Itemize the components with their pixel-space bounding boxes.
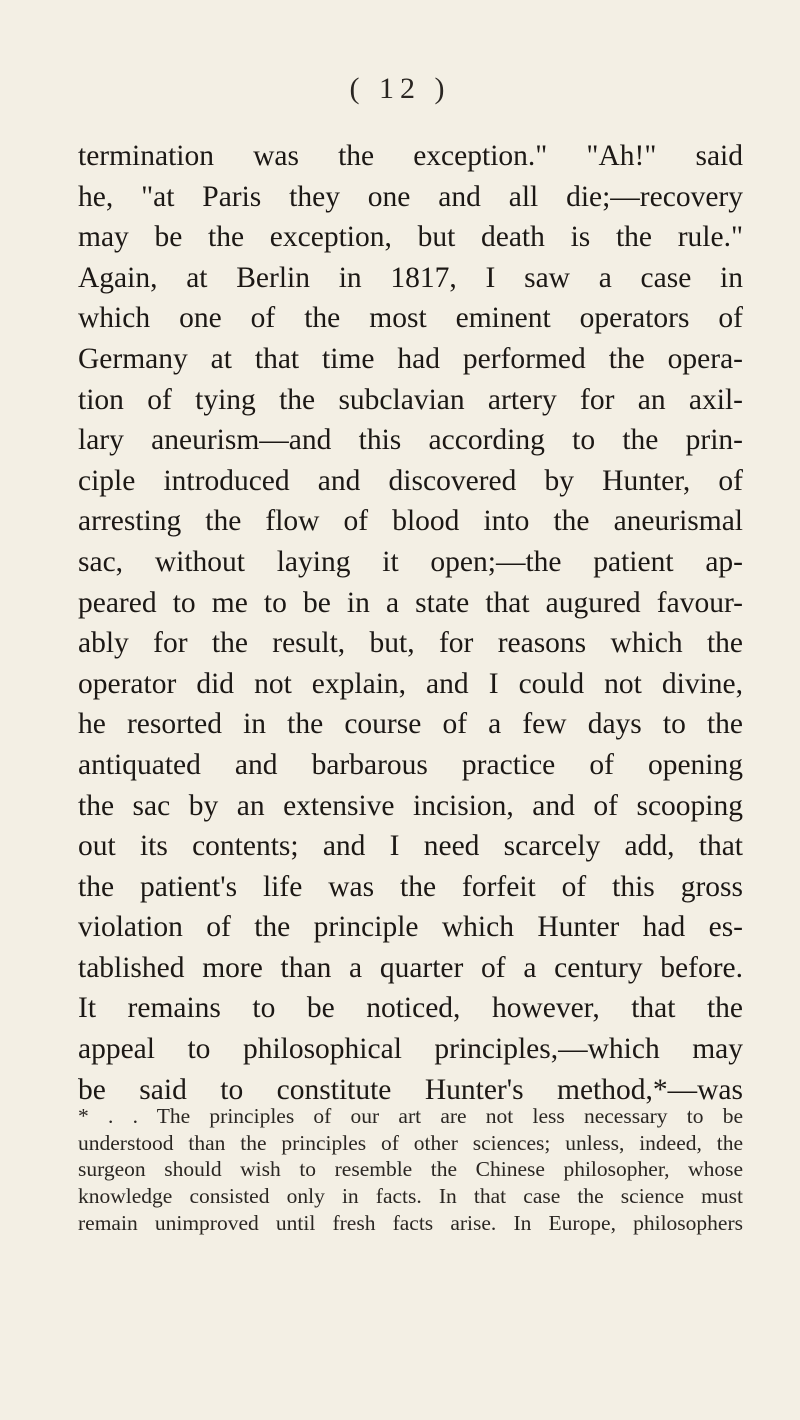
body-line: he, "at Paris they one and all die;—recovery	[78, 180, 743, 213]
body-line: Again, at Berlin in 1817, I saw a case in	[78, 261, 743, 294]
body-line: antiquated and barbarous practice of opening	[78, 748, 743, 781]
body-line: ably for the result, but, for reasons which the	[78, 627, 743, 660]
body-line: he resorted in the course of a few days to the	[78, 708, 743, 741]
body-line: violation of the principle which Hunter had es-	[78, 911, 743, 944]
body-line: lary aneurism—and this according to the prin-	[78, 424, 743, 457]
footnote	[78, 1103, 743, 1236]
body-line: ciple introduced and discovered by Hunter, of	[78, 464, 743, 497]
body-text	[78, 136, 743, 1110]
body-line: peared to me to be in a state that augured favour-	[78, 586, 743, 619]
body-line: which one of the most eminent operators of	[78, 302, 743, 335]
footnote-line: * . . The principles of our art are not less necessary to be	[78, 1104, 743, 1128]
body-line: termination was the exception." "Ah!" said	[78, 140, 743, 172]
footnote-line: surgeon should wish to resemble the Chinese philosopher, whose	[78, 1157, 743, 1182]
body-line: be said to constitute Hunter's method,*—was	[78, 1073, 743, 1106]
body-line: It remains to be noticed, however, that the	[78, 992, 743, 1025]
body-line: operator did not explain, and I could not divine,	[78, 667, 743, 700]
body-line: arresting the flow of blood into the aneurismal	[78, 505, 743, 538]
body-line: out its contents; and I need scarcely add, that	[78, 830, 743, 863]
body-line: the patient's life was the forfeit of this gross	[78, 870, 743, 903]
body-line: may be the exception, but death is the rule."	[78, 221, 743, 254]
body-line: tablished more than a quarter of a century before.	[78, 951, 743, 984]
body-line: Germany at that time had performed the opera-	[78, 342, 743, 375]
body-line: sac, without laying it open;—the patient ap-	[78, 545, 743, 578]
body-line: appeal to philosophical principles,—which may	[78, 1033, 743, 1066]
body-line: tion of tying the subclavian artery for an axil-	[78, 383, 743, 416]
footnote-line: remain unimproved until fresh facts arise. In Europe, philosophers	[78, 1210, 743, 1235]
body-line: the sac by an extensive incision, and of scooping	[78, 789, 743, 822]
footnote-line: understood than the principles of other sciences; unless, indeed, the	[78, 1130, 743, 1155]
page-number: ( 12 )	[349, 72, 451, 105]
footnote-line: knowledge consisted only in facts. In that case the science must	[78, 1184, 743, 1209]
